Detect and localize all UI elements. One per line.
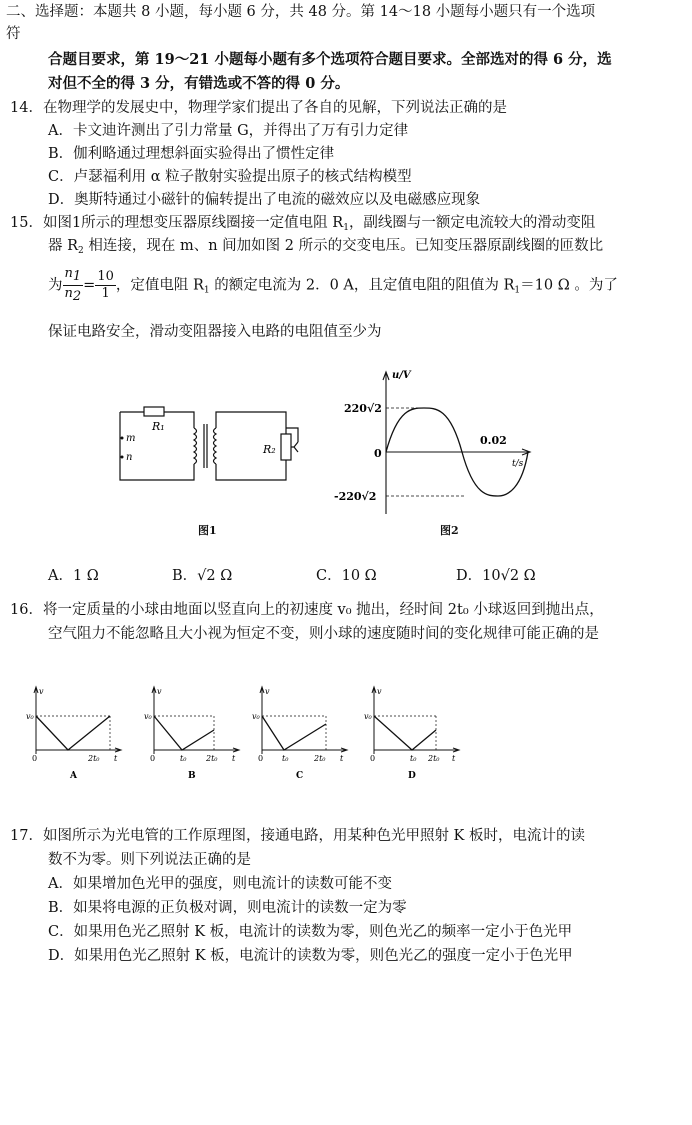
q14-stem: 14．在物理学的发展史中，物理学家们提出了各自的见解，下列说法正确的是 [10, 100, 507, 116]
svg-text:t₀: t₀ [282, 754, 289, 763]
q14-option-d: D．奥斯特通过小磁针的偏转提出了电流的磁效应以及电磁感应现象 [48, 192, 481, 208]
q17-option-c: C．如果用色光乙照射 K 板，电流计的读数为零，则色光乙的频率一定小于色光甲 [48, 924, 573, 940]
q15-stem-line2: 器 $R_2$ 相连接，现在 m、n 间加如图 2 所示的交变电压。已知变压器原副线圈的匝数比 [48, 238, 604, 256]
q15-option-d: D．10√2 Ω [456, 568, 536, 584]
r2-label: R₂ [263, 443, 276, 456]
svg-text:t: t [340, 754, 344, 763]
section-header-line3: 合题目要求，第 19～21 小题每小题有多个选项符合题目要求。全部选对的得 6 分，选 [48, 51, 612, 68]
q16-stem-line1: 16．将一定质量的小球由地面以竖直向上的初速度 v₀ 抛出，经时间 2t₀ 小球返回到抛出点， [10, 602, 604, 618]
svg-text:v₀: v₀ [252, 712, 260, 721]
graph-c-label: C [296, 771, 304, 781]
svg-text:v: v [157, 687, 162, 696]
y-min-label: -220√2 [334, 490, 377, 503]
q16-graph-c [250, 684, 350, 782]
x-axis-label: t/s [512, 459, 524, 469]
q14-option-c: C．卢瑟福利用 α 粒子散射实验提出原子的核式结构模型 [48, 169, 412, 185]
svg-text:0: 0 [258, 754, 264, 763]
figure1-caption: 图1 [198, 524, 217, 537]
section-header-line2: 符 [6, 26, 21, 42]
turns-ratio-fraction: $\frac{n1}{n2}$ [64, 266, 82, 304]
svg-text:0: 0 [32, 754, 38, 763]
terminal-m-label: m [126, 433, 136, 444]
svg-text:t: t [452, 754, 456, 763]
svg-text:v₀: v₀ [144, 712, 152, 721]
q14-option-b: B．伽利略通过理想斜面实验得出了惯性定律 [48, 146, 335, 162]
q16-stem-line2: 空气阻力不能忽略且大小视为恒定不变，则小球的速度随时间的变化规律可能正确的是 [48, 626, 599, 642]
r1-label: R₁ [152, 420, 165, 433]
q17-option-d: D．如果用色光乙照射 K 板，电流计的读数为零，则色光乙的强度一定小于色光甲 [48, 948, 573, 964]
q17-option-a: A．如果增加色光甲的强度，则电流计的读数可能不变 [48, 876, 392, 892]
svg-text:v₀: v₀ [364, 712, 372, 721]
period-label: 0.02 [480, 434, 507, 447]
svg-text:v: v [377, 687, 382, 696]
q14-option-a: A．卡文迪许测出了引力常量 G，并得出了万有引力定律 [48, 123, 409, 139]
svg-text:t₀: t₀ [410, 754, 417, 763]
q17-stem-line2: 数不为零。则下列说法正确的是 [48, 852, 251, 868]
q15-stem-line4: 保证电路安全，滑动变阻器接入电路的电阻值至少为 [48, 324, 382, 340]
svg-text:t: t [232, 754, 236, 763]
svg-text:2t₀: 2t₀ [428, 754, 440, 763]
y-max-label: 220√2 [344, 402, 382, 415]
q15-option-b: B．√2 Ω [172, 568, 233, 584]
svg-text:v₀: v₀ [26, 712, 34, 721]
figure2-caption: 图2 [440, 524, 459, 537]
svg-text:2t₀: 2t₀ [88, 754, 100, 763]
svg-text:v: v [265, 687, 270, 696]
q16-graph-b [142, 684, 242, 782]
y-axis-label: u/V [392, 370, 411, 381]
origin-label: 0 [374, 447, 382, 460]
q17-option-b: B．如果将电源的正负极对调，则电流计的读数一定为零 [48, 900, 407, 916]
q15-stem-line1: 15．如图1所示的理想变压器原线圈接一定值电阻 $R_1$，副线圈与一额定电流较大的滑动变阻 [10, 215, 596, 233]
q15-stem-line3: 为 $\frac{n1}{n2}$ = $\frac{10}{1}$ ，定值电阻 $R_1$ 的额定电流为 2．0 A，且定值电阻的阻值为 $R_1=10$ Ω 。为了 [48, 266, 618, 304]
graph-b-label: B [188, 771, 196, 781]
transformer-circuit-diagram [108, 398, 318, 494]
q16-graph-d [362, 684, 462, 782]
svg-text:0: 0 [370, 754, 376, 763]
voltage-time-graph [330, 368, 540, 518]
svg-text:v: v [39, 687, 44, 696]
terminal-n-label: n [126, 452, 133, 463]
q15-option-a: A．1 Ω [48, 568, 99, 584]
graph-d-label: D [408, 771, 416, 781]
q17-stem-line1: 17．如图所示为光电管的工作原理图，接通电路，用某种色光甲照射 K 板时，电流计的读 [10, 828, 585, 844]
graph-a-label: A [70, 771, 77, 781]
svg-text:t₀: t₀ [180, 754, 187, 763]
svg-text:0: 0 [150, 754, 156, 763]
svg-text:2t₀: 2t₀ [314, 754, 326, 763]
section-header-line1: 二、选择题：本题共 8 小题，每小题 6 分，共 48 分。第 14～18 小题每小题只有一个选项 [6, 4, 596, 20]
section-header-line4: 对但不全的得 3 分，有错选或不答的得 0 分。 [48, 75, 350, 92]
q16-graph-a [24, 684, 124, 782]
ratio-value-fraction: $\frac{10}{1}$ [97, 269, 114, 301]
svg-text:t: t [114, 754, 118, 763]
q15-option-c: C．10 Ω [316, 568, 377, 584]
svg-text:2t₀: 2t₀ [206, 754, 218, 763]
